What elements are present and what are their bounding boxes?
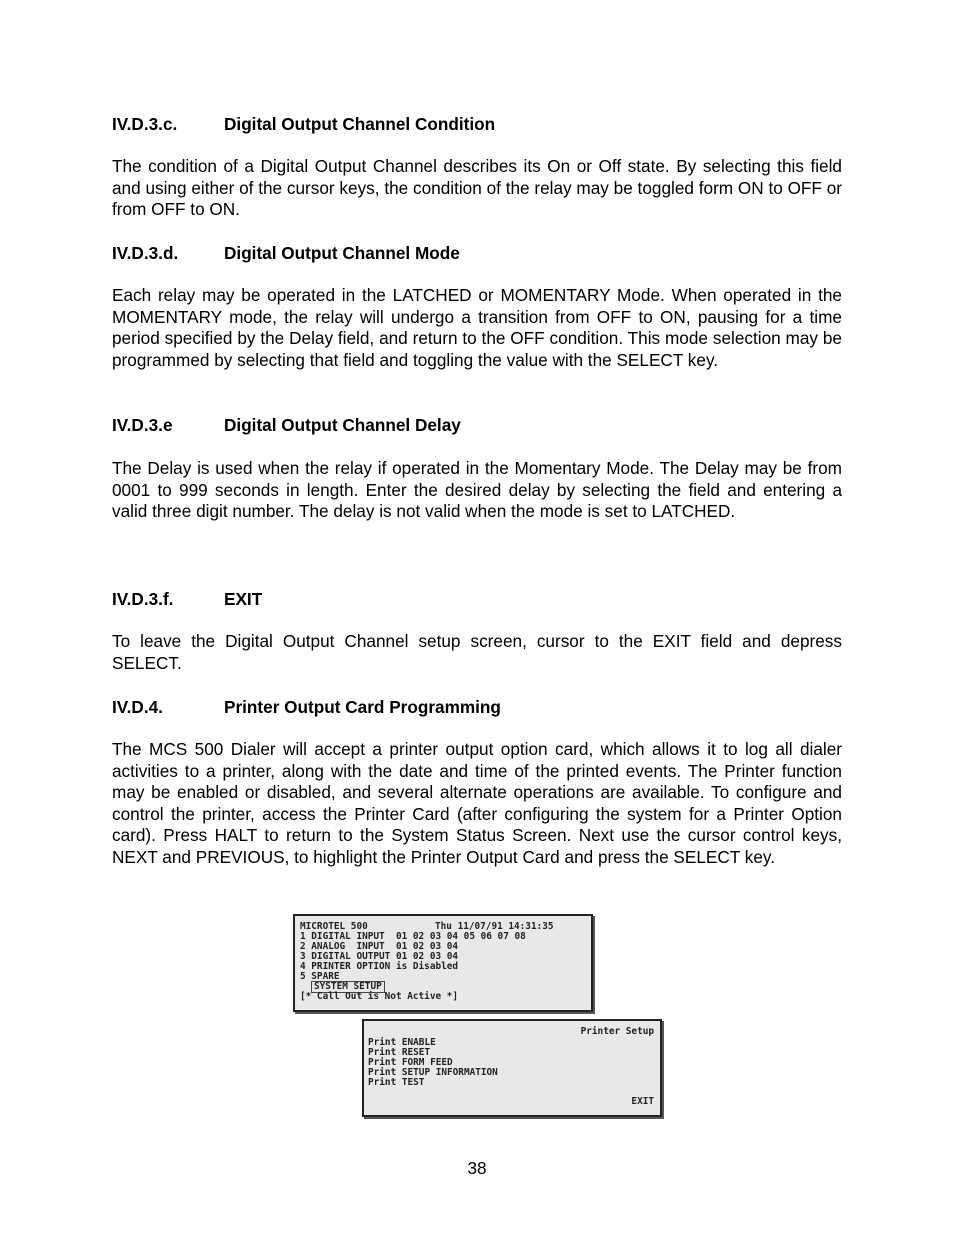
screen-line: 1 DIGITAL INPUT 01 02 03 04 05 06 07 08: [300, 931, 526, 942]
section-body-delay: The Delay is used when the relay if operated in the Momentary Mode. The Delay may be from 0001 to 999 seconds in length. Enter the desired delay by selecting the field and entering a valid three digit number. The delay is not valid when the mode is set to LATCHED.: [112, 458, 842, 521]
printer-setup-title: Printer Setup: [580, 1026, 654, 1037]
system-status-screen: [293, 914, 593, 1012]
section-number: IV.D.3.e: [112, 415, 173, 435]
screen-line: 2 ANALOG INPUT 01 02 03 04: [300, 941, 459, 952]
printer-exit-label: EXIT: [631, 1096, 654, 1107]
section-heading-exit: [112, 589, 262, 610]
printer-menu-item: Print TEST: [368, 1077, 425, 1088]
printer-menu-item: Print ENABLE: [368, 1037, 436, 1048]
section-heading-printer: [112, 697, 501, 718]
section-heading-delay: [112, 415, 461, 436]
screen-footer: [* Call Out is Not Active *]: [300, 991, 459, 1002]
system-setup-highlight: SYSTEM SETUP: [311, 981, 385, 993]
screen-line: 4 PRINTER OPTION is Disabled: [300, 961, 459, 972]
section-heading-condition: [112, 114, 495, 135]
printer-menu-item: Print FORM FEED: [368, 1057, 453, 1068]
screen-header-right: Thu 11/07/91 14:31:35: [435, 921, 554, 932]
section-number: IV.D.4.: [112, 697, 163, 717]
section-title: Digital Output Channel Mode: [224, 243, 460, 263]
screen-line: 3 DIGITAL OUTPUT 01 02 03 04: [300, 951, 459, 962]
section-body-condition: The condition of a Digital Output Channel describes its On or Off state. By selecting this field and using either of the cursor keys, the condition of the relay may be toggled form ON to OFF or from OFF to ON.: [112, 156, 842, 219]
section-heading-mode: [112, 243, 460, 264]
section-title: Digital Output Channel Condition: [224, 114, 496, 134]
section-title: Printer Output Card Programming: [224, 697, 501, 717]
section-body-printer: The MCS 500 Dialer will accept a printer output option card, which allows it to log all dialer activities to a printer, along with the date and time of the printed events. The Printer function may be enabled or disabled, and several alternate operations are available. To configure and control the printer, access the Printer Card (after configuring the system for a Printer Option card). Press HALT to return to the System Status Screen. Next use the cursor control keys, NEXT and PREVIOUS, to highlight the Printer Output Card and press the SELECT key.: [112, 739, 842, 867]
printer-menu-item: Print RESET: [368, 1047, 431, 1058]
screen-line: 5 SPARE: [300, 971, 340, 982]
section-number: IV.D.3.d.: [112, 243, 179, 263]
section-body-mode: Each relay may be operated in the LATCHED or MOMENTARY Mode. When operated in the MOMENTARY mode, the relay will undergo a transition from OFF to ON, pausing for a time period specified by the Delay field, and return to the OFF condition. This mode selection may be programmed by selecting that field and toggling the value with the SELECT key.: [112, 285, 842, 370]
section-body-exit: To leave the Digital Output Channel setup screen, cursor to the EXIT field and depress SELECT.: [112, 631, 842, 673]
section-title: EXIT: [224, 589, 263, 609]
screen-header-left: MICROTEL 500: [300, 921, 368, 932]
section-title: Digital Output Channel Delay: [224, 415, 461, 435]
section-number: IV.D.3.c.: [112, 114, 178, 134]
printer-setup-screen: [362, 1019, 662, 1117]
page-number: 38: [467, 1158, 487, 1178]
section-number: IV.D.3.f.: [112, 589, 174, 609]
printer-menu-item: Print SETUP INFORMATION: [368, 1067, 498, 1078]
